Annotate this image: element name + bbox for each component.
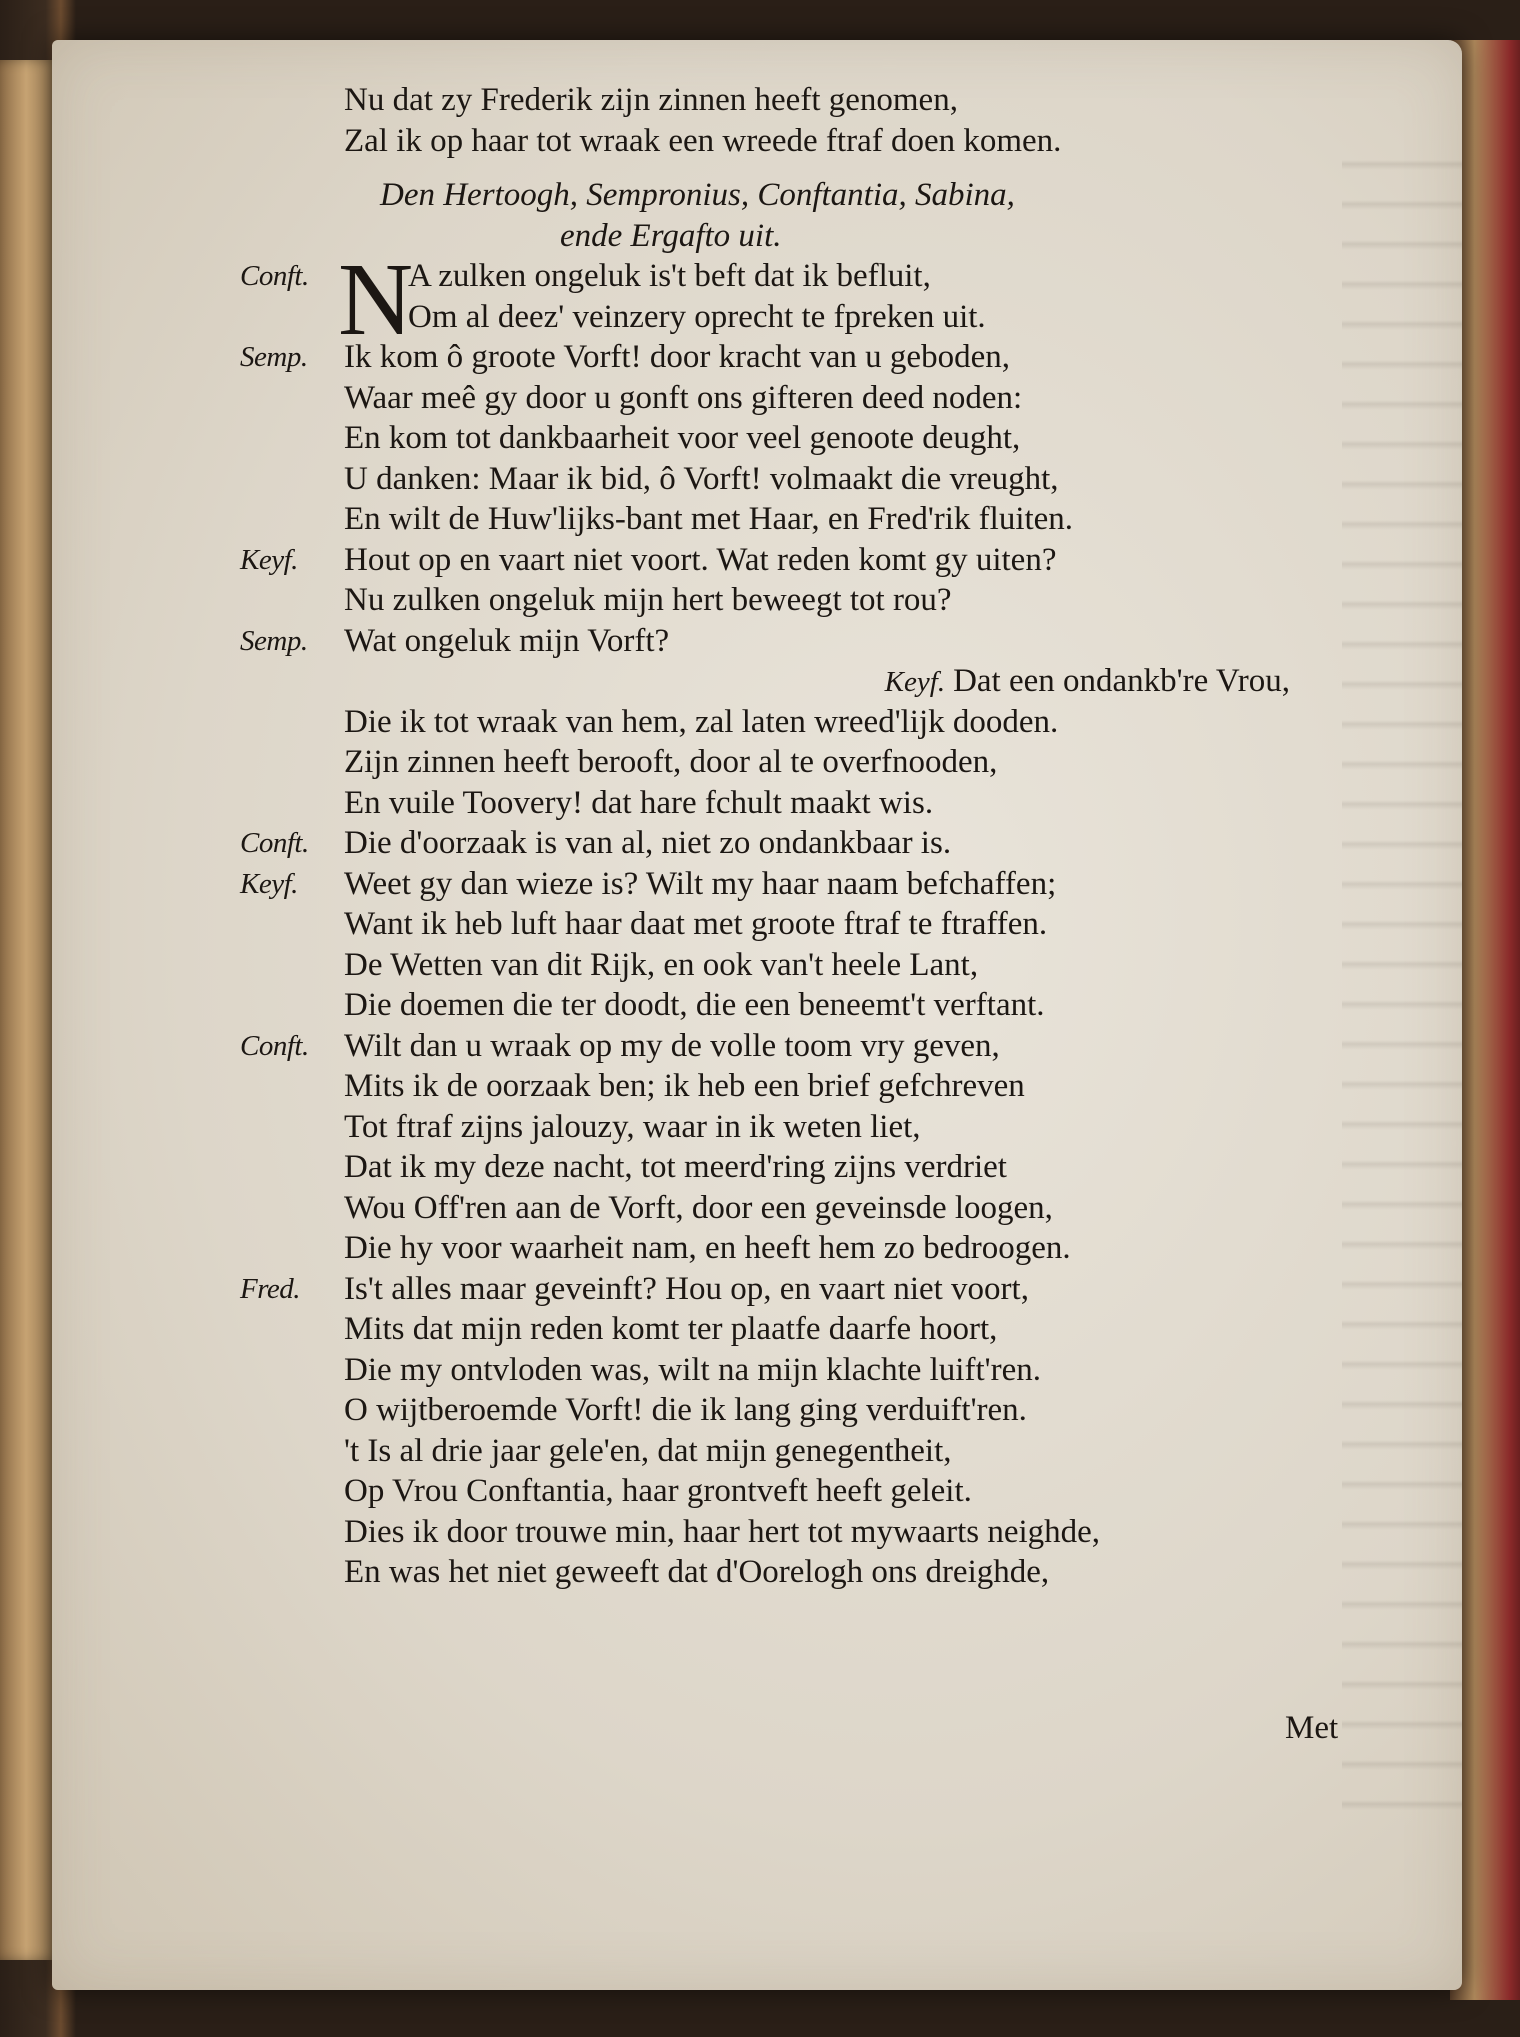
verse-line: [240, 378, 1320, 419]
speaker-label: Fred.: [240, 1272, 301, 1305]
verse-line: [240, 1269, 1320, 1310]
verse-line: [240, 337, 1320, 378]
verse-line: [240, 621, 1320, 662]
verse-line: [240, 418, 1320, 459]
verse-line: [240, 580, 1320, 621]
verse-text: Die hy voor waarheit nam, en heeft hem zo bedroogen.: [344, 1230, 1071, 1266]
verse-line: [240, 297, 1320, 338]
verse-text: Die my ontvloden was, wilt na mijn klachte luift'ren.: [344, 1351, 1041, 1388]
verse-line: [240, 945, 1320, 986]
speaker-label: Conft.: [240, 827, 309, 859]
show-through-text: [1342, 130, 1462, 1830]
verse-line: [240, 783, 1320, 824]
speaker-label: Semp.: [240, 624, 308, 657]
verse-text: Weet gy dan wieze is? Wilt my haar naam befchaffen;: [344, 865, 1057, 902]
verse-text: Nu zulken ongeluk mijn hert beweegt tot rou?: [344, 582, 952, 618]
verse-line: [240, 823, 1320, 864]
verse-text: Waar meê gy door u gonft ons gifteren deed noden:: [344, 379, 1023, 416]
verse-text: Op Vrou Conftantia, haar grontveft heeft geleit.: [344, 1473, 972, 1509]
verse-line: [240, 1431, 1320, 1472]
verse-text: En kom tot dankbaarheit voor veel genoote deught,: [344, 420, 1021, 456]
verse-text: De Wetten van dit Rijk, en ook van't heele Lant,: [344, 946, 979, 983]
verse-line: [240, 1026, 1320, 1067]
verse-text: Wat ongeluk mijn Vorft?: [344, 622, 670, 659]
speaker-label: Conft.: [240, 260, 309, 292]
verse-text: Die d'oorzaak is van al, niet zo ondankbaar is.: [344, 825, 952, 861]
verse-line: [240, 864, 1320, 905]
verse-line: [240, 1471, 1320, 1512]
speaker-label: Keyf.: [240, 867, 298, 900]
verse-text: Mits ik de oorzaak ben; ik heb een brief gefchreven: [344, 1068, 1025, 1104]
verse-text: Om al deez' veinzery oprecht te fpreken uit.: [408, 298, 986, 335]
verse-line: [240, 742, 1320, 783]
stage-direction: Den Hertoogh, Sempronius, Conftantia, Sabina,: [380, 177, 1015, 213]
verse-text: En vuile Toovery! dat hare fchult maakt wis.: [344, 784, 934, 821]
verse-line: [240, 80, 1320, 121]
verse-text: Dat ik my deze nacht, tot meerd'ring zijns verdriet: [344, 1149, 1007, 1185]
verse-text: En was het niet geweeft dat d'Oorelogh ons dreighde,: [344, 1554, 1050, 1590]
verse-text: Hout op en vaart niet voort. Wat reden komt gy uiten?: [344, 541, 1057, 578]
verse-text: Dat een ondankb're Vrou,: [953, 663, 1290, 699]
verse-text: 't Is al drie jaar gele'en, dat mijn genegentheit,: [344, 1432, 952, 1469]
verse-line: [240, 1228, 1320, 1269]
verse-text: O wijtberoemde Vorft! die ik lang ging verduift'ren.: [344, 1392, 1027, 1428]
speaker-label: Keyf.: [240, 543, 298, 576]
verse-text: Dies ik door trouwe min, haar hert tot mywaarts neighde,: [344, 1513, 1101, 1550]
verse-text: Zijn zinnen heeft berooft, door al te overfnooden,: [344, 744, 998, 780]
verse-text: U danken: Maar ik bid, ô Vorft! volmaakt die vreught,: [344, 460, 1059, 497]
verse-line: [240, 661, 1320, 702]
verse-text: Zal ik op haar tot wraak een wreede ftraf doen komen.: [344, 122, 1062, 159]
speaker-label: Conft.: [240, 1029, 309, 1062]
verse-line: [240, 1309, 1320, 1350]
verse-line: [240, 1188, 1320, 1229]
verse-line: [240, 985, 1320, 1026]
verse-line: [240, 121, 1320, 162]
verse-line: [240, 540, 1320, 581]
verse-text: Mits dat mijn reden komt ter plaatfe daarfe hoort,: [344, 1311, 998, 1347]
verse-text: Nu dat zy Frederik zijn zinnen heeft genomen,: [344, 82, 958, 118]
speaker-label: Keyf.: [884, 666, 946, 698]
stage-direction: ende Ergafto uit.: [560, 217, 782, 254]
verse-line: [240, 459, 1320, 500]
catchword: Met: [1285, 1710, 1339, 1746]
verse-text: Die ik tot wraak van hem, zal laten wreed'lijk dooden.: [344, 703, 1059, 740]
verse-line: [240, 1350, 1320, 1391]
verse-text: Die doemen die ter doodt, die een beneemt't verftant.: [344, 987, 1045, 1023]
play-text: [240, 80, 1320, 1593]
spacer: [240, 161, 1320, 175]
verse-text: Want ik heb luft haar daat met groote ftraf te ftraffen.: [344, 906, 1048, 942]
verse-text: Wilt dan u wraak op my de volle toom vry geven,: [344, 1027, 1000, 1064]
verse-line: [240, 1512, 1320, 1553]
verse-line: [240, 702, 1320, 743]
verse-line: [240, 1552, 1320, 1593]
verse-line: [240, 1066, 1320, 1107]
verse-text: Ik kom ô groote Vorft! door kracht van u geboden,: [344, 339, 1010, 375]
verse-text: En wilt de Huw'lijks-bant met Haar, en Fred'rik fluiten.: [344, 501, 1074, 537]
book-binding-left: [0, 60, 58, 1960]
verse-line: [240, 499, 1320, 540]
verse-text: A zulken ongeluk is't beft dat ik befluit,: [408, 258, 931, 294]
drop-cap: N: [338, 242, 414, 357]
verse-text: Wou Off'ren aan de Vorft, door een geveinsde loogen,: [344, 1189, 1053, 1226]
verse-line: [240, 1107, 1320, 1148]
verse-text: Tot ftraf zijns jalouzy, waar in ik weten liet,: [344, 1108, 921, 1145]
verse-line: [240, 1147, 1320, 1188]
speaker-label: Semp.: [240, 341, 308, 373]
verse-line: [240, 1390, 1320, 1431]
verse-line: [240, 904, 1320, 945]
verse-text: Is't alles maar geveinft? Hou op, en vaart niet voort,: [344, 1270, 1029, 1307]
